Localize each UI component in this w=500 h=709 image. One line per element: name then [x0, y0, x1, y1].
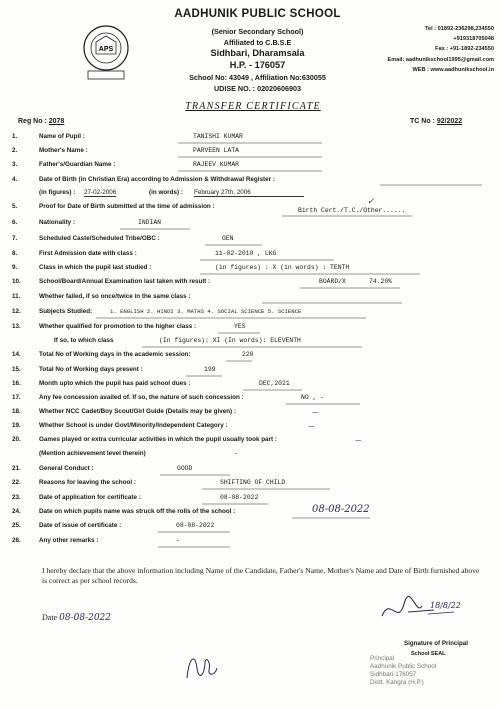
- field-row-23: [12, 494, 492, 504]
- field-num: 12.: [12, 308, 21, 315]
- certificate-title: TRANSFER CERTIFICATE: [185, 101, 321, 112]
- tc-no: [410, 118, 462, 125]
- last-class-value: (in figures) : X (in words) : TENTH: [215, 264, 350, 271]
- date-row: [42, 613, 111, 623]
- school-subtitle: (Senior Secondary School): [211, 27, 304, 36]
- field-num: 14.: [12, 351, 21, 358]
- field-label: First Admission date with class :: [39, 250, 137, 257]
- category-value: GEN: [222, 235, 234, 242]
- games-value: —: [355, 436, 362, 444]
- school-logo-emblem: [82, 24, 130, 84]
- dob-words-value: February 27th, 2006: [194, 189, 304, 197]
- field-num: 5.: [12, 203, 18, 210]
- achievement-row: [12, 450, 492, 460]
- field-row-12: [12, 308, 492, 318]
- email: Email: aadhunikschool1995@gmail.com: [387, 57, 494, 63]
- logo-text: APS: [98, 46, 114, 53]
- field-label: Scheduled Caste/Scheduled Tribe/OBC :: [39, 235, 160, 242]
- field-num: 4.: [12, 176, 18, 183]
- field-label: Whether failed, if so once/twice in the same class :: [39, 293, 191, 300]
- reg-no-value: 2078: [48, 118, 65, 125]
- dob-proof-value: Birth Cert./T.C./Other......: [298, 207, 406, 214]
- nationality-value: INDIAN: [138, 219, 162, 226]
- conduct-value: GOOD: [177, 465, 193, 472]
- field-row-1: [12, 133, 492, 143]
- field-row-8: [12, 250, 492, 260]
- field-row-2: [12, 147, 492, 157]
- achievement-value: -: [234, 450, 238, 457]
- field-label: Subjects Studied:: [39, 308, 93, 315]
- concession-value: NO , -: [301, 394, 325, 401]
- field-label: Month upto which the pupil has paid school dues :: [39, 380, 191, 387]
- field-num: 15.: [12, 366, 21, 373]
- field-row-6: [12, 219, 492, 229]
- field-row-13: [12, 323, 492, 333]
- reg-no-label: Reg No :: [18, 118, 47, 125]
- field-row-25: [12, 522, 492, 532]
- field-row-11: [12, 293, 492, 303]
- mother-name-value: PARVEEN LATA: [193, 147, 240, 154]
- field-row-4: [12, 176, 492, 186]
- field-num: 20.: [12, 436, 21, 443]
- field-row-21: [12, 465, 492, 475]
- field-label: Games played or extra curricular activities in which the pupil usually took part :: [39, 436, 277, 443]
- field-row-19: [12, 422, 492, 432]
- stamp-line: Distt. Kangra (H.P.): [370, 679, 424, 686]
- field-row-7: [12, 235, 492, 245]
- field-num: 2.: [12, 147, 18, 154]
- telephone: Tel : 01892-236298,234550: [425, 26, 494, 32]
- father-name-value: RAJEEV KUMAR: [193, 161, 240, 168]
- field-label: Any fee concession availed of. If so, the nature of such concession :: [39, 394, 244, 401]
- field-num: 8.: [12, 250, 18, 257]
- field-num: 10.: [12, 278, 21, 285]
- field-label: Name of Pupil :: [39, 133, 85, 140]
- affiliation: Affiliated to C.B.S.E: [223, 38, 292, 47]
- field-num: 11.: [12, 293, 21, 300]
- field-label: Date of issue of certificate :: [39, 522, 122, 529]
- principal-stamp: [370, 655, 480, 687]
- school-name: AADHUNIK PUBLIC SCHOOL: [174, 8, 341, 20]
- signature-date: 18/8/22: [430, 601, 461, 610]
- date-label: Date: [42, 613, 58, 622]
- leaving-reason-value: SHIFTING OF CHILD: [220, 479, 286, 486]
- dues-paid-value: DEC,2021: [259, 380, 290, 387]
- field-label: Father's/Guardian Name :: [39, 161, 116, 168]
- dob-words-label: (in words) :: [149, 189, 183, 196]
- field-label: General Conduct :: [39, 465, 94, 472]
- handwritten-initials: [175, 638, 225, 688]
- field-row-16: [12, 380, 492, 390]
- field-label: Total No of Working days present :: [39, 366, 143, 373]
- field-label: Whether NCC Cadet/Boy Scout/Girl Guide (Details may be given) :: [39, 408, 236, 415]
- field-row-20: [12, 436, 492, 446]
- field-num: 18.: [12, 408, 21, 415]
- struck-off-date-value: 08-08-2022: [312, 504, 370, 515]
- remarks-value: -: [176, 537, 180, 544]
- issue-date-value: 08-08-2022: [176, 522, 215, 529]
- field-row-9: [12, 264, 492, 274]
- declaration-text: I hereby declare that the above information including Name of the Candidate, Father's Name, Mother's Name and Date of Birth furnished above is correct as per school records.: [42, 566, 480, 585]
- field-label: Date of application for certificate :: [39, 494, 141, 501]
- field-label: Proof for Date of Birth submitted at the time of admission :: [39, 203, 215, 210]
- field-row-22: [12, 479, 492, 489]
- tc-no-value: 92/2022: [436, 118, 463, 125]
- field-num: 1.: [12, 133, 18, 140]
- reg-no: [18, 118, 64, 125]
- field-num: 24.: [12, 508, 21, 515]
- field-num: 16.: [12, 380, 21, 387]
- school-state: H.P. - 176057: [229, 60, 286, 70]
- stamp-line: Principal: [370, 655, 395, 662]
- field-num: 13.: [12, 323, 21, 330]
- field-num: 23.: [12, 494, 21, 501]
- field-num: 21.: [12, 465, 21, 472]
- udise-number: UDISE NO. : 02020606903: [213, 84, 302, 93]
- field-label: Any other remarks :: [39, 537, 99, 544]
- tick-mark-icon: ✓: [367, 197, 375, 207]
- mobile: +919318705048: [453, 36, 494, 42]
- field-label: Nationality :: [39, 219, 76, 226]
- school-seal-label: School SEAL: [411, 651, 446, 657]
- ncc-value: —: [312, 408, 319, 416]
- dob-figures-label: (in figures) :: [39, 189, 76, 196]
- signature-of-principal-label: Signature of Principal: [404, 640, 468, 647]
- field-num: 25.: [12, 522, 21, 529]
- field-row-15: [12, 366, 492, 376]
- field-num: 3.: [12, 161, 18, 168]
- field-label: Whether School is under Govt/Minority/Independent Category :: [39, 422, 228, 429]
- field-label: School/Board/Annual Examination last taken with result :: [39, 278, 211, 285]
- field-row-17: [12, 394, 492, 404]
- field-label: Reasons for leaving the school :: [39, 479, 136, 486]
- subjects-value: 1. ENGLISH 2. HINDI 3. MATHS 4. SOCIAL SCIENCE 5. SCIENCE: [110, 308, 302, 315]
- school-location: Sidhbari, Dharamsala: [210, 48, 305, 58]
- field-row-5: [12, 197, 492, 214]
- field-num: 26.: [12, 537, 21, 544]
- exam-result-value: 74.20%: [369, 278, 393, 285]
- fax: Fax : +91-1892-234550: [435, 46, 494, 52]
- promotion-class-value: (In figures): XI (In words): ELEVENTH: [159, 337, 301, 344]
- promotion-value: YES: [234, 323, 246, 330]
- field-label: Class in which the pupil last studied :: [39, 264, 152, 271]
- days-present-value: 199: [204, 366, 216, 373]
- field-label: Total No of Working days in the academic session:: [39, 351, 191, 358]
- field-num: 17.: [12, 394, 21, 401]
- dob-detail-row: [12, 189, 492, 199]
- field-label: Date of Birth (in Christian Era) according to Admission & Withdrawal Register :: [39, 176, 275, 183]
- field-num: 22.: [12, 479, 21, 486]
- principal-signature: [372, 586, 472, 636]
- first-admission-value: 11-02-2010 , LKG: [215, 250, 277, 257]
- stamp-line: Aadhunik Public School: [370, 663, 437, 670]
- school-category-value: —: [308, 422, 315, 430]
- tc-no-label: TC No :: [410, 118, 435, 125]
- field-row-10: [12, 278, 492, 288]
- promotion-class-row: [12, 337, 492, 347]
- field-row-18: [12, 408, 492, 418]
- field-num: 7.: [12, 235, 18, 242]
- exam-board-value: BOARD/X: [319, 278, 346, 285]
- promotion-class-label: If so, to which class: [54, 337, 114, 344]
- date-value: 08-08-2022: [59, 613, 111, 623]
- working-days-value: 220: [242, 351, 254, 358]
- achievement-label: (Mention achievement level therein): [39, 450, 146, 457]
- field-label: Whether qualified for promotion to the higher class :: [39, 323, 197, 330]
- school-number: School No: 43049 , Affiliation No:630055: [189, 73, 326, 82]
- field-num: 9.: [12, 264, 18, 271]
- dob-figures-value: 27-02-2006: [84, 189, 117, 196]
- field-row-14: [12, 351, 492, 361]
- pupil-name-value: TANISHI KUMAR: [193, 133, 243, 140]
- field-row-3: [12, 161, 492, 171]
- field-row-26: [12, 537, 492, 547]
- application-date-value: 08-08-2022: [220, 494, 259, 501]
- field-num: 19.: [12, 422, 21, 429]
- field-label: Mother's Name :: [39, 147, 88, 154]
- field-num: 6.: [12, 219, 18, 226]
- field-row-24: [12, 504, 492, 518]
- website: WEB : www.aadhunikschool.in: [412, 67, 494, 73]
- field-label: Date on which pupils name was struck off the rolls of the school :: [39, 508, 236, 515]
- stamp-line: Sidhbari-176057: [370, 671, 417, 678]
